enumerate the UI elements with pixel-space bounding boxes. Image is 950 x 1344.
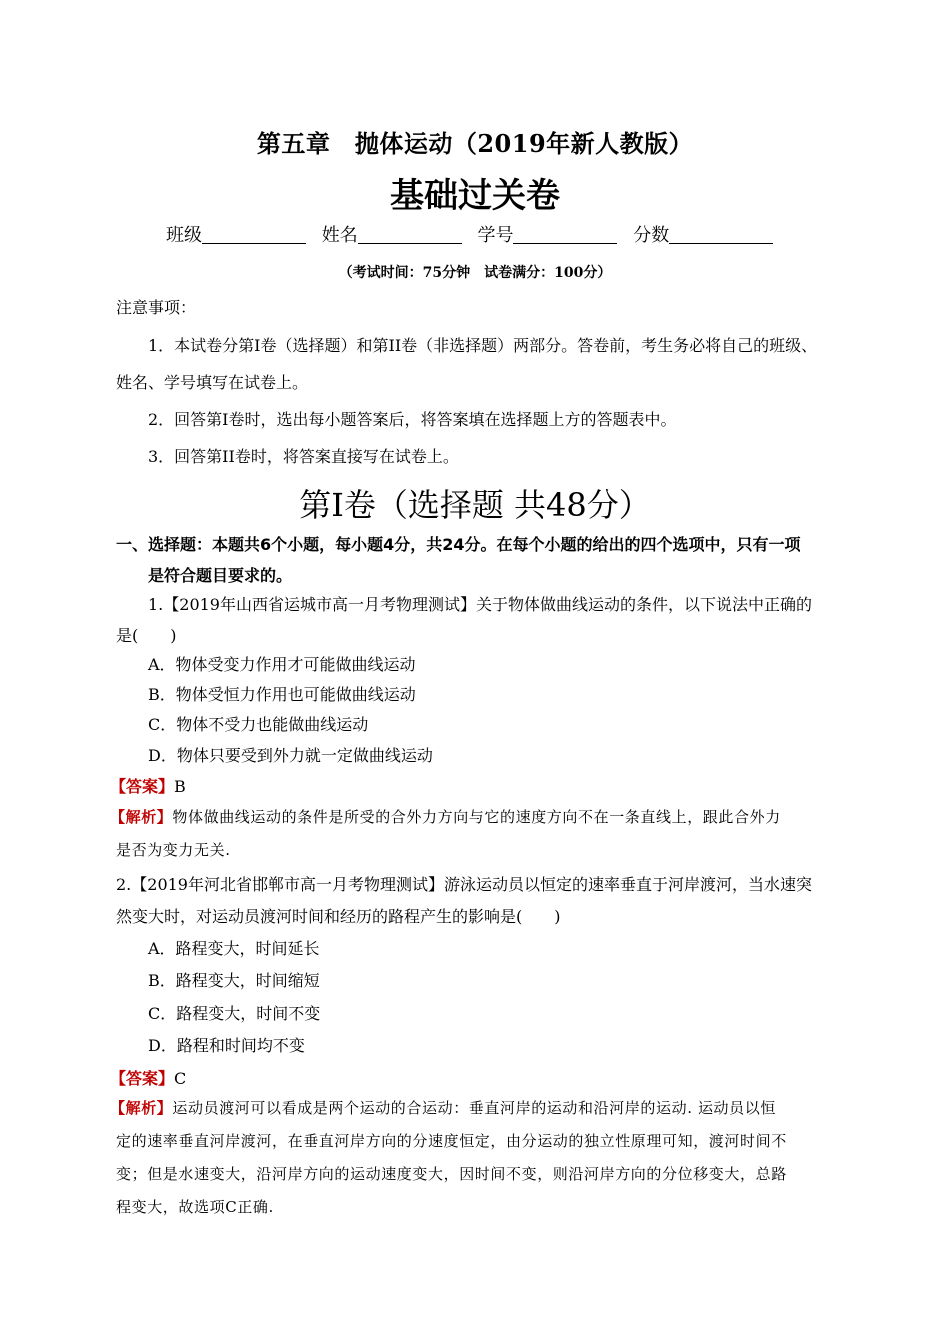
- field-score-label: 分数: [633, 225, 670, 246]
- question-2-option-b: B．路程变大，时间缩短: [148, 971, 320, 990]
- question-2-option-d: D．路程和时间均不变: [148, 1036, 305, 1055]
- question-2-explanation-line-3: 变；但是水速变大，沿河岸方向的运动速度变大，因时间不变，则沿河岸方向的分位移变大，总路: [116, 1165, 787, 1183]
- question-1-explanation-cont: 是否为变力无关.: [116, 841, 231, 859]
- section-instructions: 一、选择题：本题共6个小题，每小题4分，共24分。在每个小题的给出的四个选项中，只有一项: [116, 535, 801, 554]
- question-1-stem: 1.【2019年山西省运城市高一月考物理测试】关于物体做曲线运动的条件，以下说法中正确的: [148, 595, 812, 614]
- notes-item-2: 2．回答第I卷时，选出每小题答案后，将答案填在选择题上方的答题表中。: [148, 410, 677, 429]
- field-score-blank[interactable]: [669, 225, 773, 244]
- field-class-label: 班级: [166, 225, 202, 246]
- notes-item-1-cont: 姓名、学号填写在试卷上。: [116, 373, 309, 392]
- notes-item-1: 1．本试卷分第I卷（选择题）和第II卷（非选择题）两部分。答卷前，考生务必将自己的班级、: [148, 336, 818, 355]
- question-2-stem: 2.【2019年河北省邯郸市高一月考物理测试】游泳运动员以恒定的速率垂直于河岸渡河，当水速突: [116, 875, 812, 894]
- explanation-line: 物体做曲线运动的条件是所受的合外力方向与它的速度方向不在一条直线上，跟此合外力: [172, 808, 781, 826]
- answer-label: 【答案】: [110, 1069, 175, 1088]
- field-class-blank[interactable]: [202, 225, 306, 244]
- question-1-option-c: C．物体不受力也能做曲线运动: [148, 715, 369, 734]
- question-2-explanation-line-2: 定的速率垂直河岸渡河，在垂直河岸方向的分速度恒定，由分运动的独立性原理可知，渡河时间不: [116, 1132, 787, 1150]
- question-1-option-b: B．物体受恒力作用也可能做曲线运动: [148, 685, 416, 704]
- exam-timing: （考试时间：75分钟 试卷满分：100分）: [338, 265, 612, 281]
- section-instructions-cont: 是符合题目要求的。: [148, 566, 293, 585]
- student-info-fields: [166, 221, 783, 247]
- question-2-explanation: [110, 1097, 776, 1118]
- part-title: 第I卷（选择题 共48分）: [299, 486, 651, 524]
- question-2-answer: [110, 1066, 186, 1089]
- answer-value: B: [174, 777, 186, 796]
- answer-label: 【答案】: [110, 777, 175, 796]
- question-1-option-d: D．物体只要受到外力就一定做曲线运动: [148, 746, 433, 765]
- question-1-answer: [110, 774, 186, 797]
- notes-heading: 注意事项：: [116, 298, 197, 317]
- field-id-label: 学号: [477, 225, 514, 246]
- exam-subtitle: 基础过关卷: [390, 176, 560, 216]
- question-2-option-c: C．路程变大，时间不变: [148, 1004, 321, 1023]
- answer-value: C: [174, 1069, 187, 1088]
- field-name-blank[interactable]: [358, 225, 462, 244]
- question-1-explanation: [110, 806, 781, 827]
- question-2-explanation-line-4: 程变大，故选项C正确.: [116, 1198, 274, 1216]
- field-id-blank[interactable]: [513, 225, 617, 244]
- notes-item-3: 3．回答第II卷时，将答案直接写在试卷上。: [148, 447, 459, 466]
- question-2-stem-cont: 然变大时，对运动员渡河时间和经历的路程产生的影响是( ): [116, 907, 561, 926]
- explanation-label: 【解析】: [110, 1099, 173, 1117]
- chapter-title: 第五章 抛体运动（2019年新人教版）: [256, 129, 694, 158]
- question-1-option-a: A．物体受变力作用才可能做曲线运动: [148, 655, 416, 674]
- field-name-label: 姓名: [321, 225, 358, 246]
- explanation-line: 运动员渡河可以看成是两个运动的合运动：垂直河岸的运动和沿河岸的运动. 运动员以恒: [172, 1099, 776, 1117]
- question-1-stem-cont: 是( ): [116, 626, 177, 645]
- question-2-option-a: A．路程变大，时间延长: [148, 939, 320, 958]
- explanation-label: 【解析】: [110, 808, 173, 826]
